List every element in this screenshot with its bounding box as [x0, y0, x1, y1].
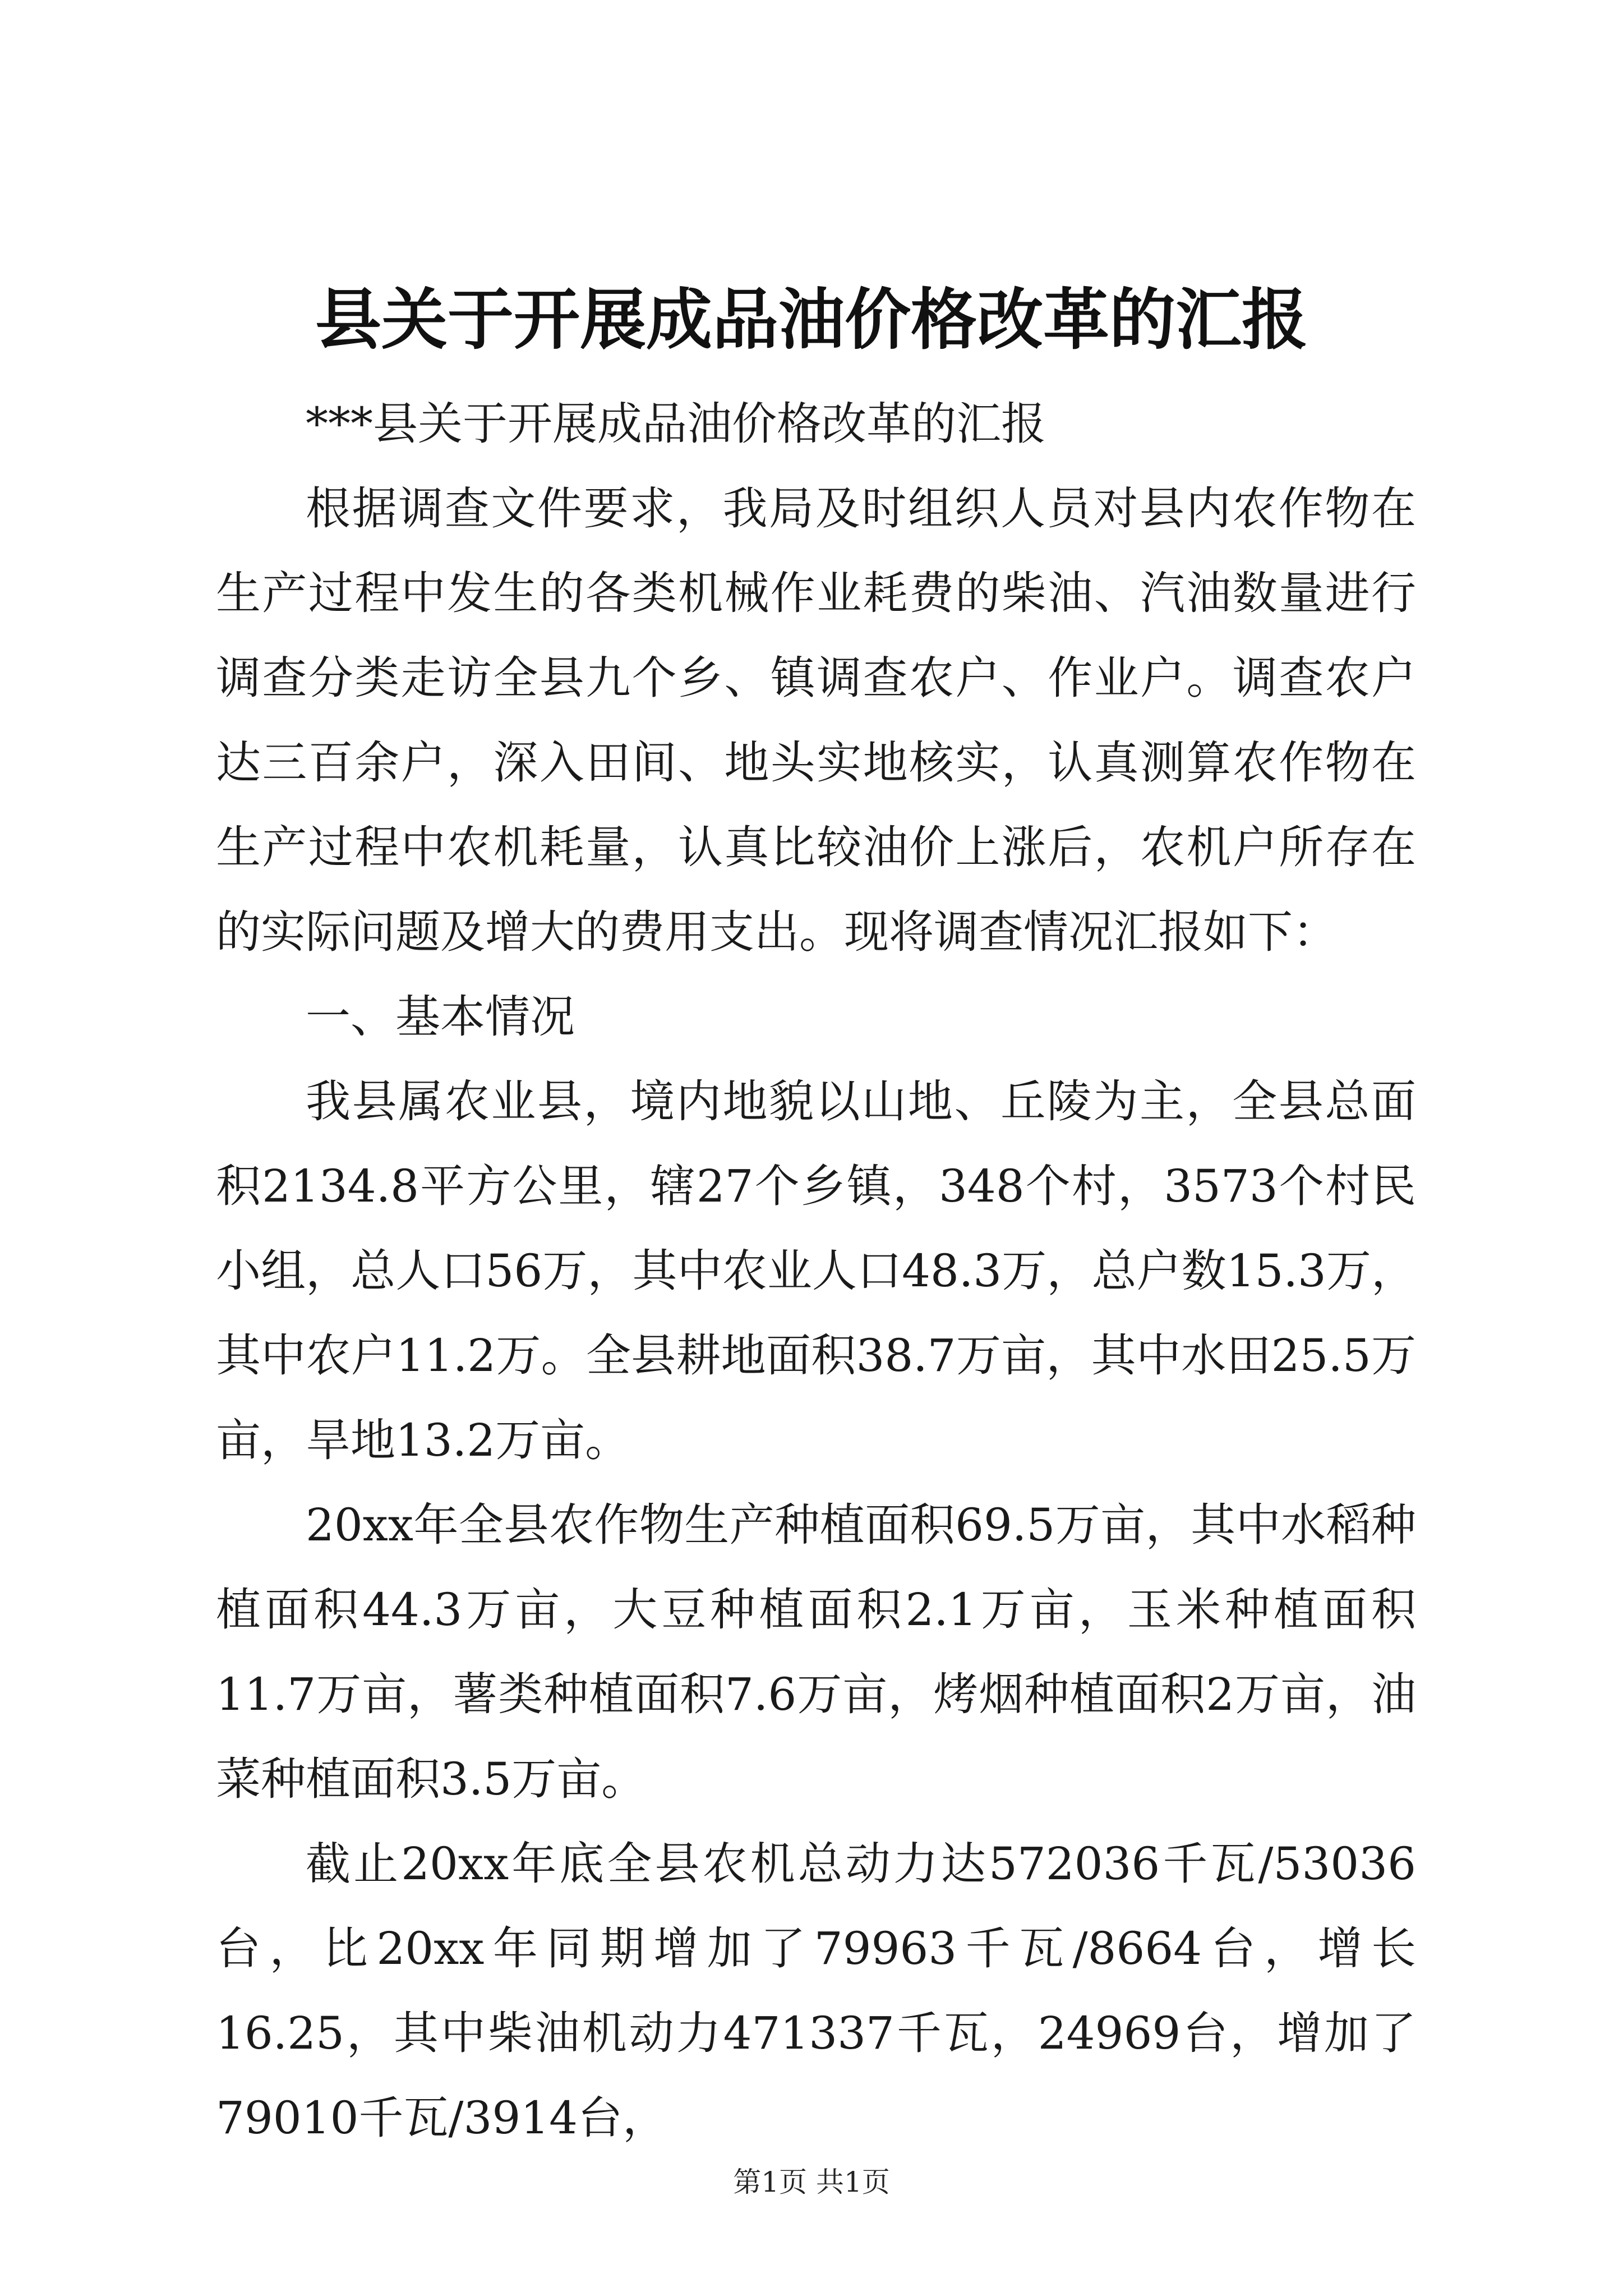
- document-title: 县关于开展成品油价格改革的汇报: [315, 280, 1308, 358]
- intro-paragraph: 根据调查文件要求，我局及时组织人员对县内农作物在生产过程中发生的各类机械作业耗费的柴油、汽油数量进行调查分类走访全县九个乡、镇调查农户、作业户。调查农户达三百余户，深入田间、地头实地核实，认真测算农作物在生产过程中农机耗量，认真比较油价上涨后，农机户所存在的实际问题及增大的费用支出。现将调查情况汇报如下：: [216, 482, 1416, 958]
- document-body: [216, 381, 1416, 2160]
- page-footer: 第1页 共1页: [733, 2166, 890, 2198]
- crop-area-paragraph: 20xx年全县农作物生产种植面积69.5万亩，其中水稻种植面积44.3万亩，大豆种植面积2.1万亩，玉米种植面积11.7万亩，薯类种植面积7.6万亩，烤烟种植面积2万亩，油菜种植面积3.5万亩。: [216, 1499, 1416, 1805]
- machinery-power-paragraph: 截止20xx年底全县农机总动力达572036千瓦/53036台，比20xx年同期增加了79963千瓦/8664台，增长16.25，其中柴油机动力471337千瓦，24969台，增加了79010千瓦/3914台，: [216, 1838, 1416, 2144]
- subtitle-paragraph: ***县关于开展成品油价格改革的汇报: [306, 398, 1046, 450]
- section-heading: 一、基本情况: [306, 991, 575, 1043]
- county-overview-paragraph: 我县属农业县，境内地貌以山地、丘陵为主，全县总面积2134.8平方公里，辖27个乡镇，348个村，3573个村民小组，总人口56万，其中农业人口48.3万，总户数15.3万，其中农户11.2万。全县耕地面积38.7万亩，其中水田25.5万亩，旱地13.2万亩。: [216, 1075, 1416, 1466]
